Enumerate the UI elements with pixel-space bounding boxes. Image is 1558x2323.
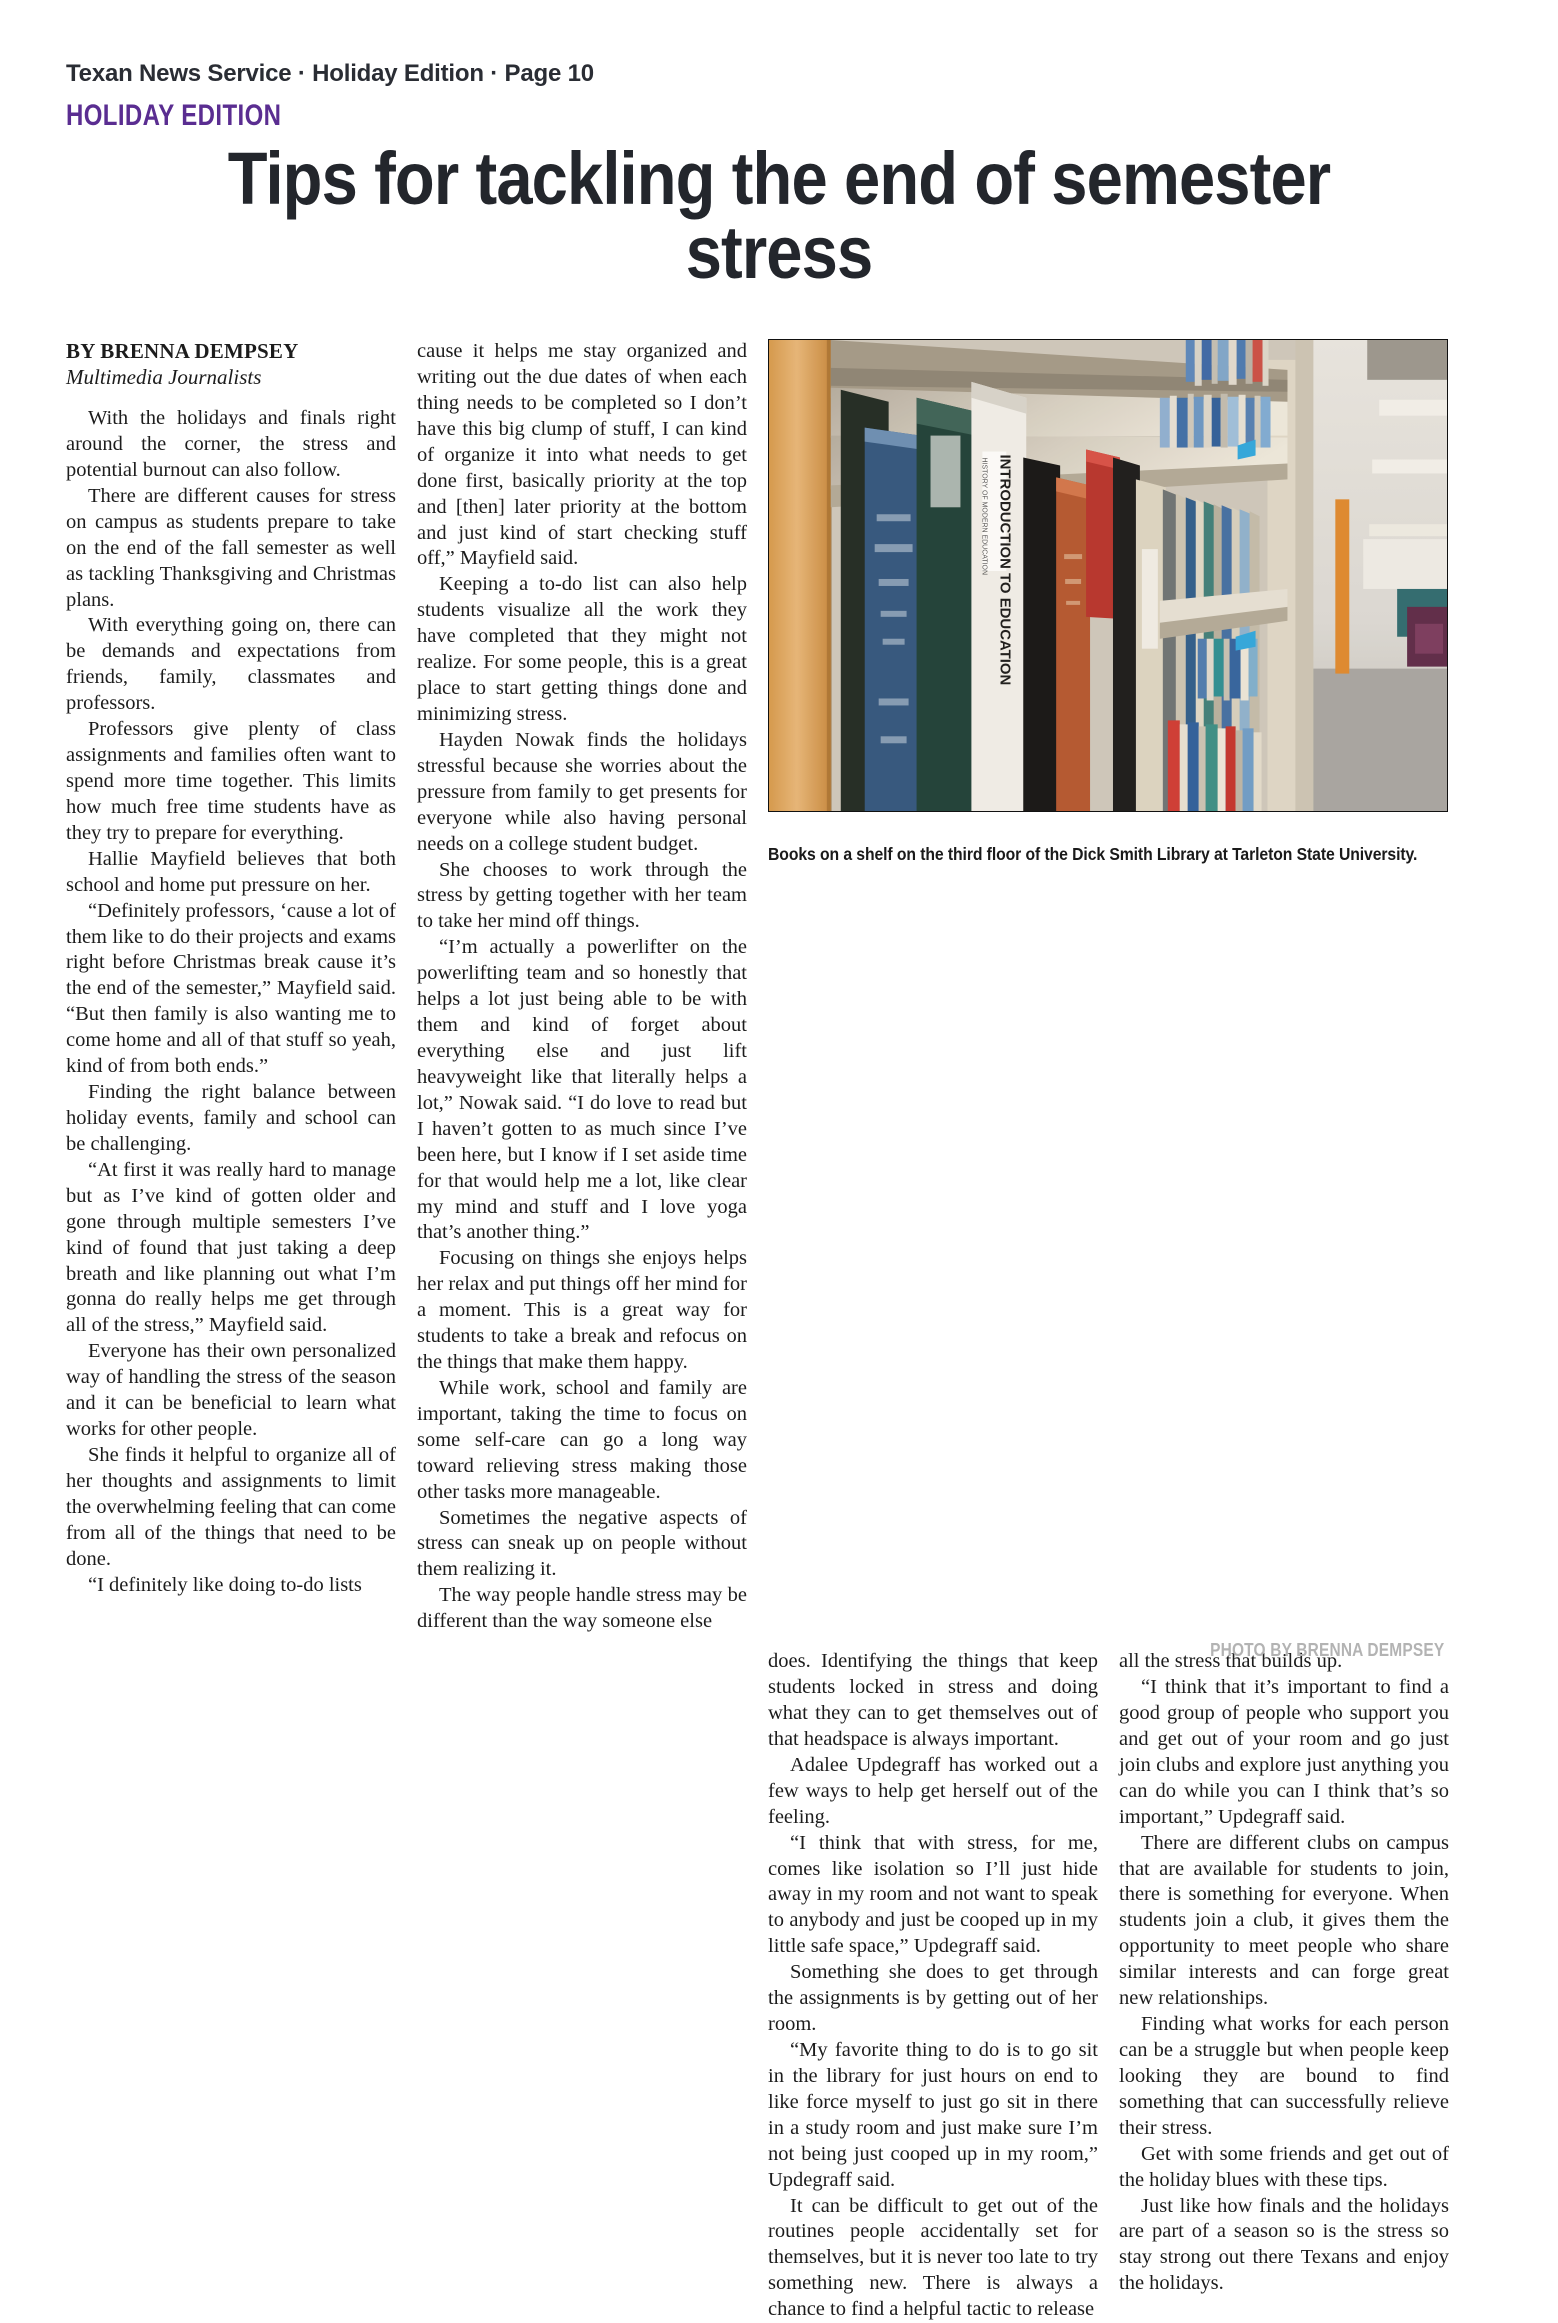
byline-author: BY BRENNA DEMPSEY bbox=[66, 339, 299, 364]
body-paragraph: “Definitely professors, ‘cause a lot of them like to do their projects and exams right before Christmas break cause it’s the end of the semester,” Mayfield said. “But then family is also wanting me to come home and all of that stuff so yeah, kind of from both ends.” bbox=[66, 899, 396, 1078]
body-paragraph: The way people handle stress may be different than the way someone else bbox=[417, 1584, 747, 1633]
photo-credit: PHOTO BY BRENNA DEMPSEY bbox=[1209, 1640, 1444, 1661]
body-paragraph: Finding what works for each person can be a struggle but when people keep looking they are bound to find something that can successfully relieve their stress. bbox=[1119, 2013, 1449, 2139]
body-paragraph: Sometimes the negative aspects of stress can sneak up on people without them realizing it. bbox=[417, 1506, 747, 1581]
body-paragraph: “I think that with stress, for me, comes like isolation so I’ll just hide away in my room and not want to speak to anybody and just be cooped up in my little safe space,” Updegraff said. bbox=[768, 1831, 1098, 1958]
body-paragraph: Finding the right balance between holiday events, family and school can be challenging. bbox=[66, 1081, 396, 1155]
library-shelf-illustration bbox=[769, 340, 1447, 811]
body-paragraph: “I think that it’s important to find a good group of people who support you and get out of your room and go just join clubs and explore just anything you can do while you can I think that’s so important,” Updegraff said. bbox=[1119, 1676, 1449, 1828]
body-paragraph: “I definitely like doing to-do lists bbox=[88, 1573, 362, 1596]
body-paragraph: Keeping a to-do list can also help students visualize all the work they have completed that they might not realize. For some people, this is a great place to start getting things done and minimizing stress. bbox=[417, 573, 747, 725]
byline-role: Multimedia Journalists bbox=[66, 365, 262, 390]
body-paragraph: It can be difficult to get out of the routines people accidentally set for themselves, but it is never too late to try something new. There is always a chance to find a helpful tactic to release bbox=[768, 2194, 1098, 2321]
book-spine-text: INTRODUCTION TO EDUCATION bbox=[996, 454, 1014, 686]
body-paragraph: Everyone has their own personalized way of handling the stress of the season and it can be beneficial to learn what works for other people. bbox=[66, 1340, 396, 1441]
svg-text:HISTORY OF MODERN EDUCATION: HISTORY OF MODERN EDUCATION bbox=[980, 457, 988, 576]
column-4 bbox=[1119, 1649, 1449, 2323]
column-2 bbox=[417, 339, 747, 1635]
body-paragraph: Something she does to get through the assignments is by getting out of her room. bbox=[768, 1961, 1098, 2036]
body-paragraph: Just like how finals and the holidays are part of a season so is the stress so stay strong out there Texans and enjoy the holidays. bbox=[1119, 2194, 1449, 2295]
body-paragraph: There are different clubs on campus that are available for students to join, there is something for everyone. When students join a club, it gives them the opportunity to meet people who share similar interests and can forge great new relationships. bbox=[1119, 1831, 1449, 2010]
body-paragraph: Hayden Nowak finds the holidays stressful because she worries about the pressure from family to get presents for everyone while also having personal needs on a college student budget. bbox=[417, 728, 747, 855]
layout-spacer bbox=[66, 1649, 747, 2323]
library-shelf-photo bbox=[768, 339, 1448, 812]
column-1 bbox=[66, 339, 396, 1635]
top-block bbox=[66, 339, 1492, 1661]
body-paragraph: She chooses to work through the stress by getting together with her team to take her mind off things. bbox=[417, 858, 747, 933]
body-paragraph: Adalee Updegraff has worked out a few ways to help get herself out of the feeling. bbox=[768, 1753, 1098, 1828]
body-paragraph: With everything going on, there can be demands and expectations from friends, family, classmates and professors. bbox=[66, 614, 396, 715]
masthead-slug: Texan News Service · Holiday Edition · Page 10 bbox=[66, 60, 594, 87]
body-paragraph: Professors give plenty of class assignments and families often want to spend more time together. This limits how much free time students have as they try to prepare for everything. bbox=[66, 718, 396, 844]
body-paragraph: With the holidays and finals right around the corner, the stress and potential burnout can also follow. bbox=[66, 407, 396, 481]
bottom-block bbox=[66, 1649, 1492, 2323]
photo-caption: Books on a shelf on the third floor of the Dick Smith Library at Tarleton State University. bbox=[768, 844, 1418, 865]
body-paragraph: “My favorite thing to do is to go sit in the library for just hours on end to like force myself to just go sit in there in a study room and just make sure I’m not being just cooped up in my room,” Updegraff said. bbox=[768, 2039, 1098, 2191]
body-paragraph: “I’m actually a powerlifter on the powerlifting team and so honestly that helps a lot just being able to be with them and kind of forget about everything else and just lift heavyweight like that literally helps a lot,” Nowak said. “I do love to read but I haven’t gotten to as much since I’ve been here, but I know if I set aside time for that would help me a lot, like clear my mind and stuff and I love yoga that’s another thing.” bbox=[417, 936, 747, 1244]
body-paragraph: Hallie Mayfield believes that both school and home put pressure on her. bbox=[66, 847, 396, 896]
photo-block bbox=[768, 339, 1448, 1661]
body-paragraph: Focusing on things she enjoys helps her relax and put things off her mind for a moment. This is a great way for students to take a break and refocus on the things that make them happy. bbox=[417, 1247, 747, 1374]
section-kicker: HOLIDAY EDITION bbox=[66, 99, 282, 132]
body-paragraph: does. Identifying the things that keep students locked in stress and doing what they can to get themselves out of that headspace is always important. bbox=[768, 1650, 1098, 1750]
body-paragraph: There are different causes for stress on campus as students prepare to take on the end of the fall semester as well as tackling Thanksgiving and Christmas plans. bbox=[66, 484, 396, 611]
body-paragraph: “At first it was really hard to manage but as I’ve kind of gotten older and gone through multiple semesters I’ve kind of found that just taking a deep breath and like planning out what I’m gonna do really helps me get through all of the stress,” Mayfield said. bbox=[66, 1158, 396, 1337]
body-paragraph: all the stress that builds up. bbox=[1119, 1650, 1343, 1673]
body-paragraph: Get with some friends and get out of the holiday blues with these tips. bbox=[1119, 2142, 1449, 2191]
column-3 bbox=[768, 1649, 1098, 2323]
body-paragraph: cause it helps me stay organized and writing out the due dates of when each thing needs to be completed so I don’t have this big clump of stuff, I can kind of organize it into what needs to get done first, basically priority at the top and [then] later priority at the bottom and just kind of start checking stuff off,” Mayfield said. bbox=[417, 340, 747, 570]
body-paragraph: She finds it helpful to organize all of her thoughts and assignments to limit the overwhelming feeling that can come from all of the things that need to be done. bbox=[66, 1443, 396, 1570]
page-title: Tips for tackling the end of semester stress bbox=[227, 136, 1331, 294]
body-paragraph: While work, school and family are important, taking the time to focus on some self-care can go a long way toward relieving stress making those other tasks more manageable. bbox=[417, 1376, 747, 1503]
